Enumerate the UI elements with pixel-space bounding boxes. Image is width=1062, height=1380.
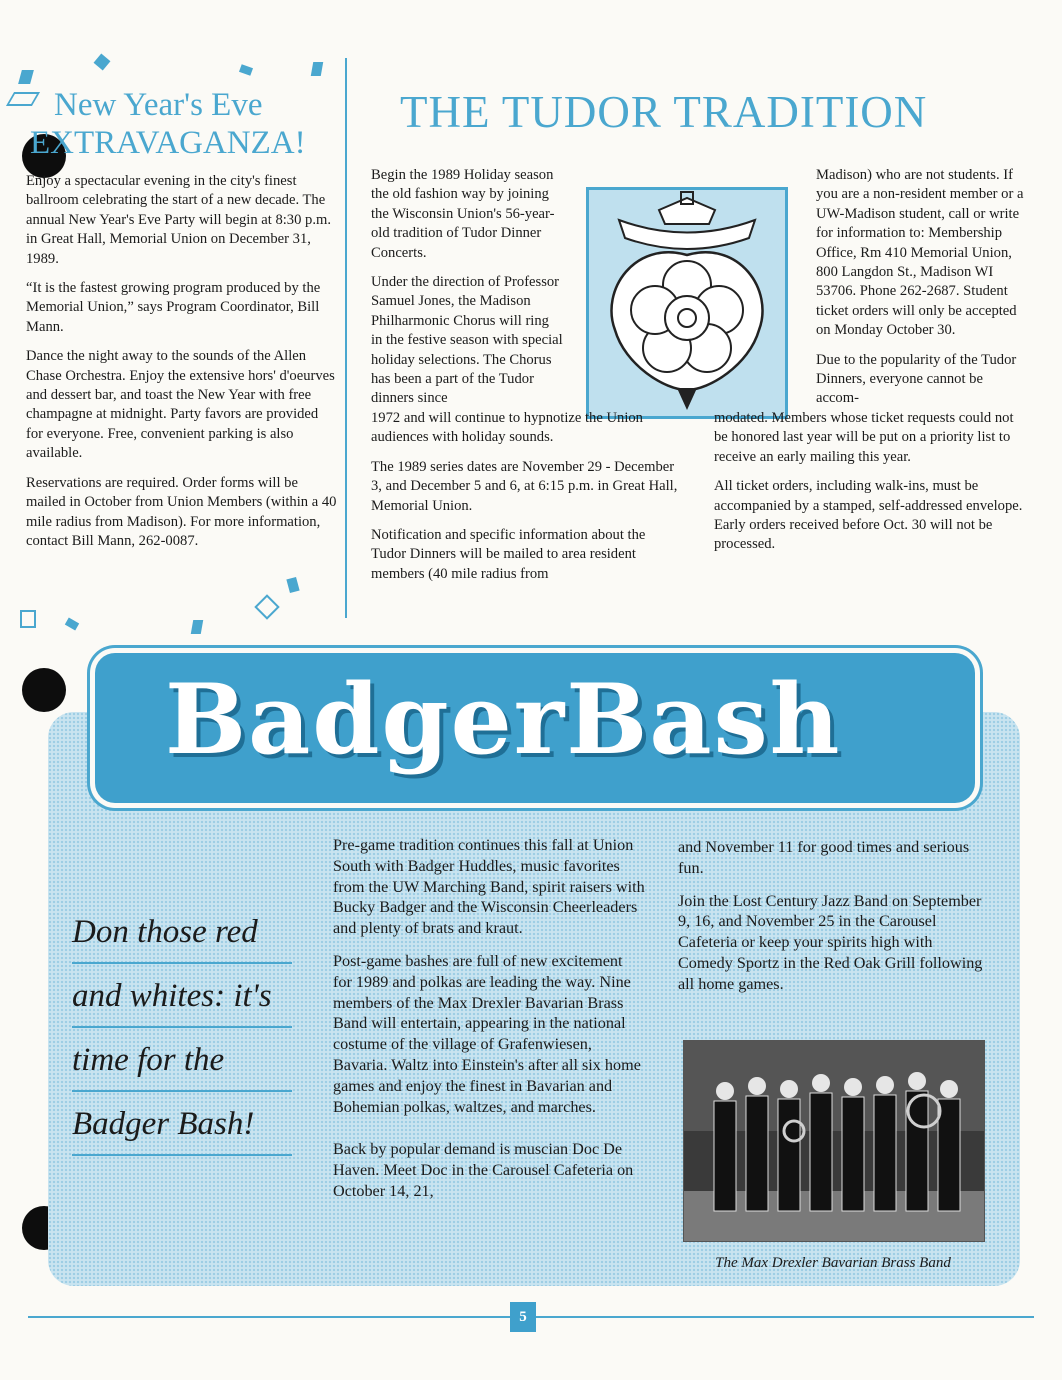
tudor-paragraph: 1972 and will continue to hypnotize the Union audiences with holiday sounds. bbox=[371, 409, 643, 446]
badger-bash-title: BadgerBash bbox=[165, 663, 842, 776]
pull-quote bbox=[72, 900, 292, 1156]
binder-hole-middle bbox=[22, 668, 66, 712]
pull-quote-line: time for the bbox=[72, 1028, 292, 1092]
pull-quote-line: and whites: it's bbox=[72, 964, 292, 1028]
nye-article-body bbox=[26, 172, 338, 561]
bash-paragraph: Back by popular demand is muscian Doc De Haven. Meet Doc in the Carousel Cafeteria on October 14, 21, bbox=[333, 1140, 634, 1200]
tudor-paragraph: Notification and specific information about the Tudor Dinners will be mailed to area resident members (40 mile radius from bbox=[371, 526, 646, 582]
tudor-paragraph: Under the direction of Professor Samuel Jones, the Madison Philharmonic Chorus will ring in the festive season with special holiday selections. The Chorus has been a part of the Tudor dinners since bbox=[371, 274, 563, 407]
badger-bash-banner bbox=[95, 653, 975, 803]
tudor-title: THE TUDOR TRADITION bbox=[400, 87, 928, 137]
bash-paragraph: Post-game bashes are full of new excitement for 1989 and polkas are leading the way. Nine members of the Max Drexler Bavarian Brass Band will entertain, appearing in the national costume of the village of Grafenwiesen, Bavaria. Waltz into Einstein's after all six home games and enjoy the finest in Bavarian and Bohemian polkas, waltzes, and marches. bbox=[333, 951, 641, 1116]
tudor-paragraph: modated. Members whose ticket requests could not be honored last year will be put on a priority list to receive an early mailing this year. bbox=[714, 409, 1014, 465]
photo-caption: The Max Drexler Bavarian Brass Band bbox=[715, 1255, 951, 1271]
tudor-column-2 bbox=[714, 166, 1024, 565]
nye-paragraph: “It is the fastest growing program produced by the Memorial Union,” says Program Coordinator, Bill Mann. bbox=[26, 280, 321, 335]
bash-column-2 bbox=[678, 837, 988, 1007]
page-number: 5 bbox=[510, 1302, 536, 1332]
pull-quote-line: Badger Bash! bbox=[72, 1092, 292, 1156]
nye-title bbox=[30, 86, 350, 162]
column-divider bbox=[345, 58, 347, 618]
tudor-paragraph: Begin the 1989 Holiday season the old fashion way by joining the Wisconsin Union's 56-year-old tradition of Tudor Dinner Concerts. bbox=[371, 167, 555, 261]
nye-title-line2: EXTRAVAGANZA! bbox=[30, 125, 306, 161]
nye-paragraph: Reservations are required. Order forms will be mailed in October from Union Members (within a 40 mile radius from Madison). For more information, contact Bill Mann, 262-0087. bbox=[26, 474, 337, 549]
band-photo-image bbox=[684, 1041, 984, 1241]
bash-paragraph: Pre-game tradition continues this fall at Union South with Badger Huddles, music favorites from the UW Marching Band, spirit raisers with Bucky Badger and the Wisconsin Cheerleaders and plenty of brats and kraut. bbox=[333, 836, 645, 938]
nye-paragraph: Dance the night away to the sounds of the Allen Chase Orchestra. Enjoy the extensive hors' d'oeurves and dessert bar, and toast the New Year with free champagne at midnight. Party favors are provided for everyone. Free, convenient parking is also available. bbox=[26, 348, 335, 462]
nye-paragraph: Enjoy a spectacular evening in the city's finest ballroom celebrating the start of a new decade. The annual New Year's Eve Party will begin at 8:30 p.m. in Great Hall, Memorial Union on December 31, 1989. bbox=[26, 173, 331, 267]
pull-quote-line: Don those red bbox=[72, 900, 292, 964]
bash-column-1 bbox=[333, 835, 645, 1214]
nye-title-line1: New Year's Eve bbox=[54, 87, 263, 123]
band-photo bbox=[683, 1040, 985, 1242]
tudor-paragraph: Madison) who are not students. If you are a non-resident member or a UW-Madison student, call or write for information to: Membership Office, Rm 410 Memorial Union, 800 Langdon St., Madison WI 53706. Phone 262-2687. Student ticket orders will only be accepted on Monday October 30. bbox=[816, 167, 1024, 339]
tudor-paragraph: Due to the popularity of the Tudor Dinners, everyone cannot be accom- bbox=[816, 351, 1017, 407]
tudor-paragraph: The 1989 series dates are November 29 - December 3, and December 5 and 6, at 6:15 p.m. in Great Hall, Memorial Union. bbox=[371, 458, 678, 514]
tudor-column-1 bbox=[371, 166, 681, 594]
tudor-paragraph: All ticket orders, including walk-ins, must be accompanied by a stamped, self-addressed envelope. Early orders received before Oct. 30 will not be processed. bbox=[714, 478, 1023, 553]
bash-paragraph: and November 11 for good times and serious fun. bbox=[678, 838, 970, 877]
bash-paragraph: Join the Lost Century Jazz Band on September 9, 16, and November 25 in the Carousel Cafeteria or keep your spirits high with Comedy Sportz in the Red Oak Grill following all home games. bbox=[678, 891, 983, 993]
